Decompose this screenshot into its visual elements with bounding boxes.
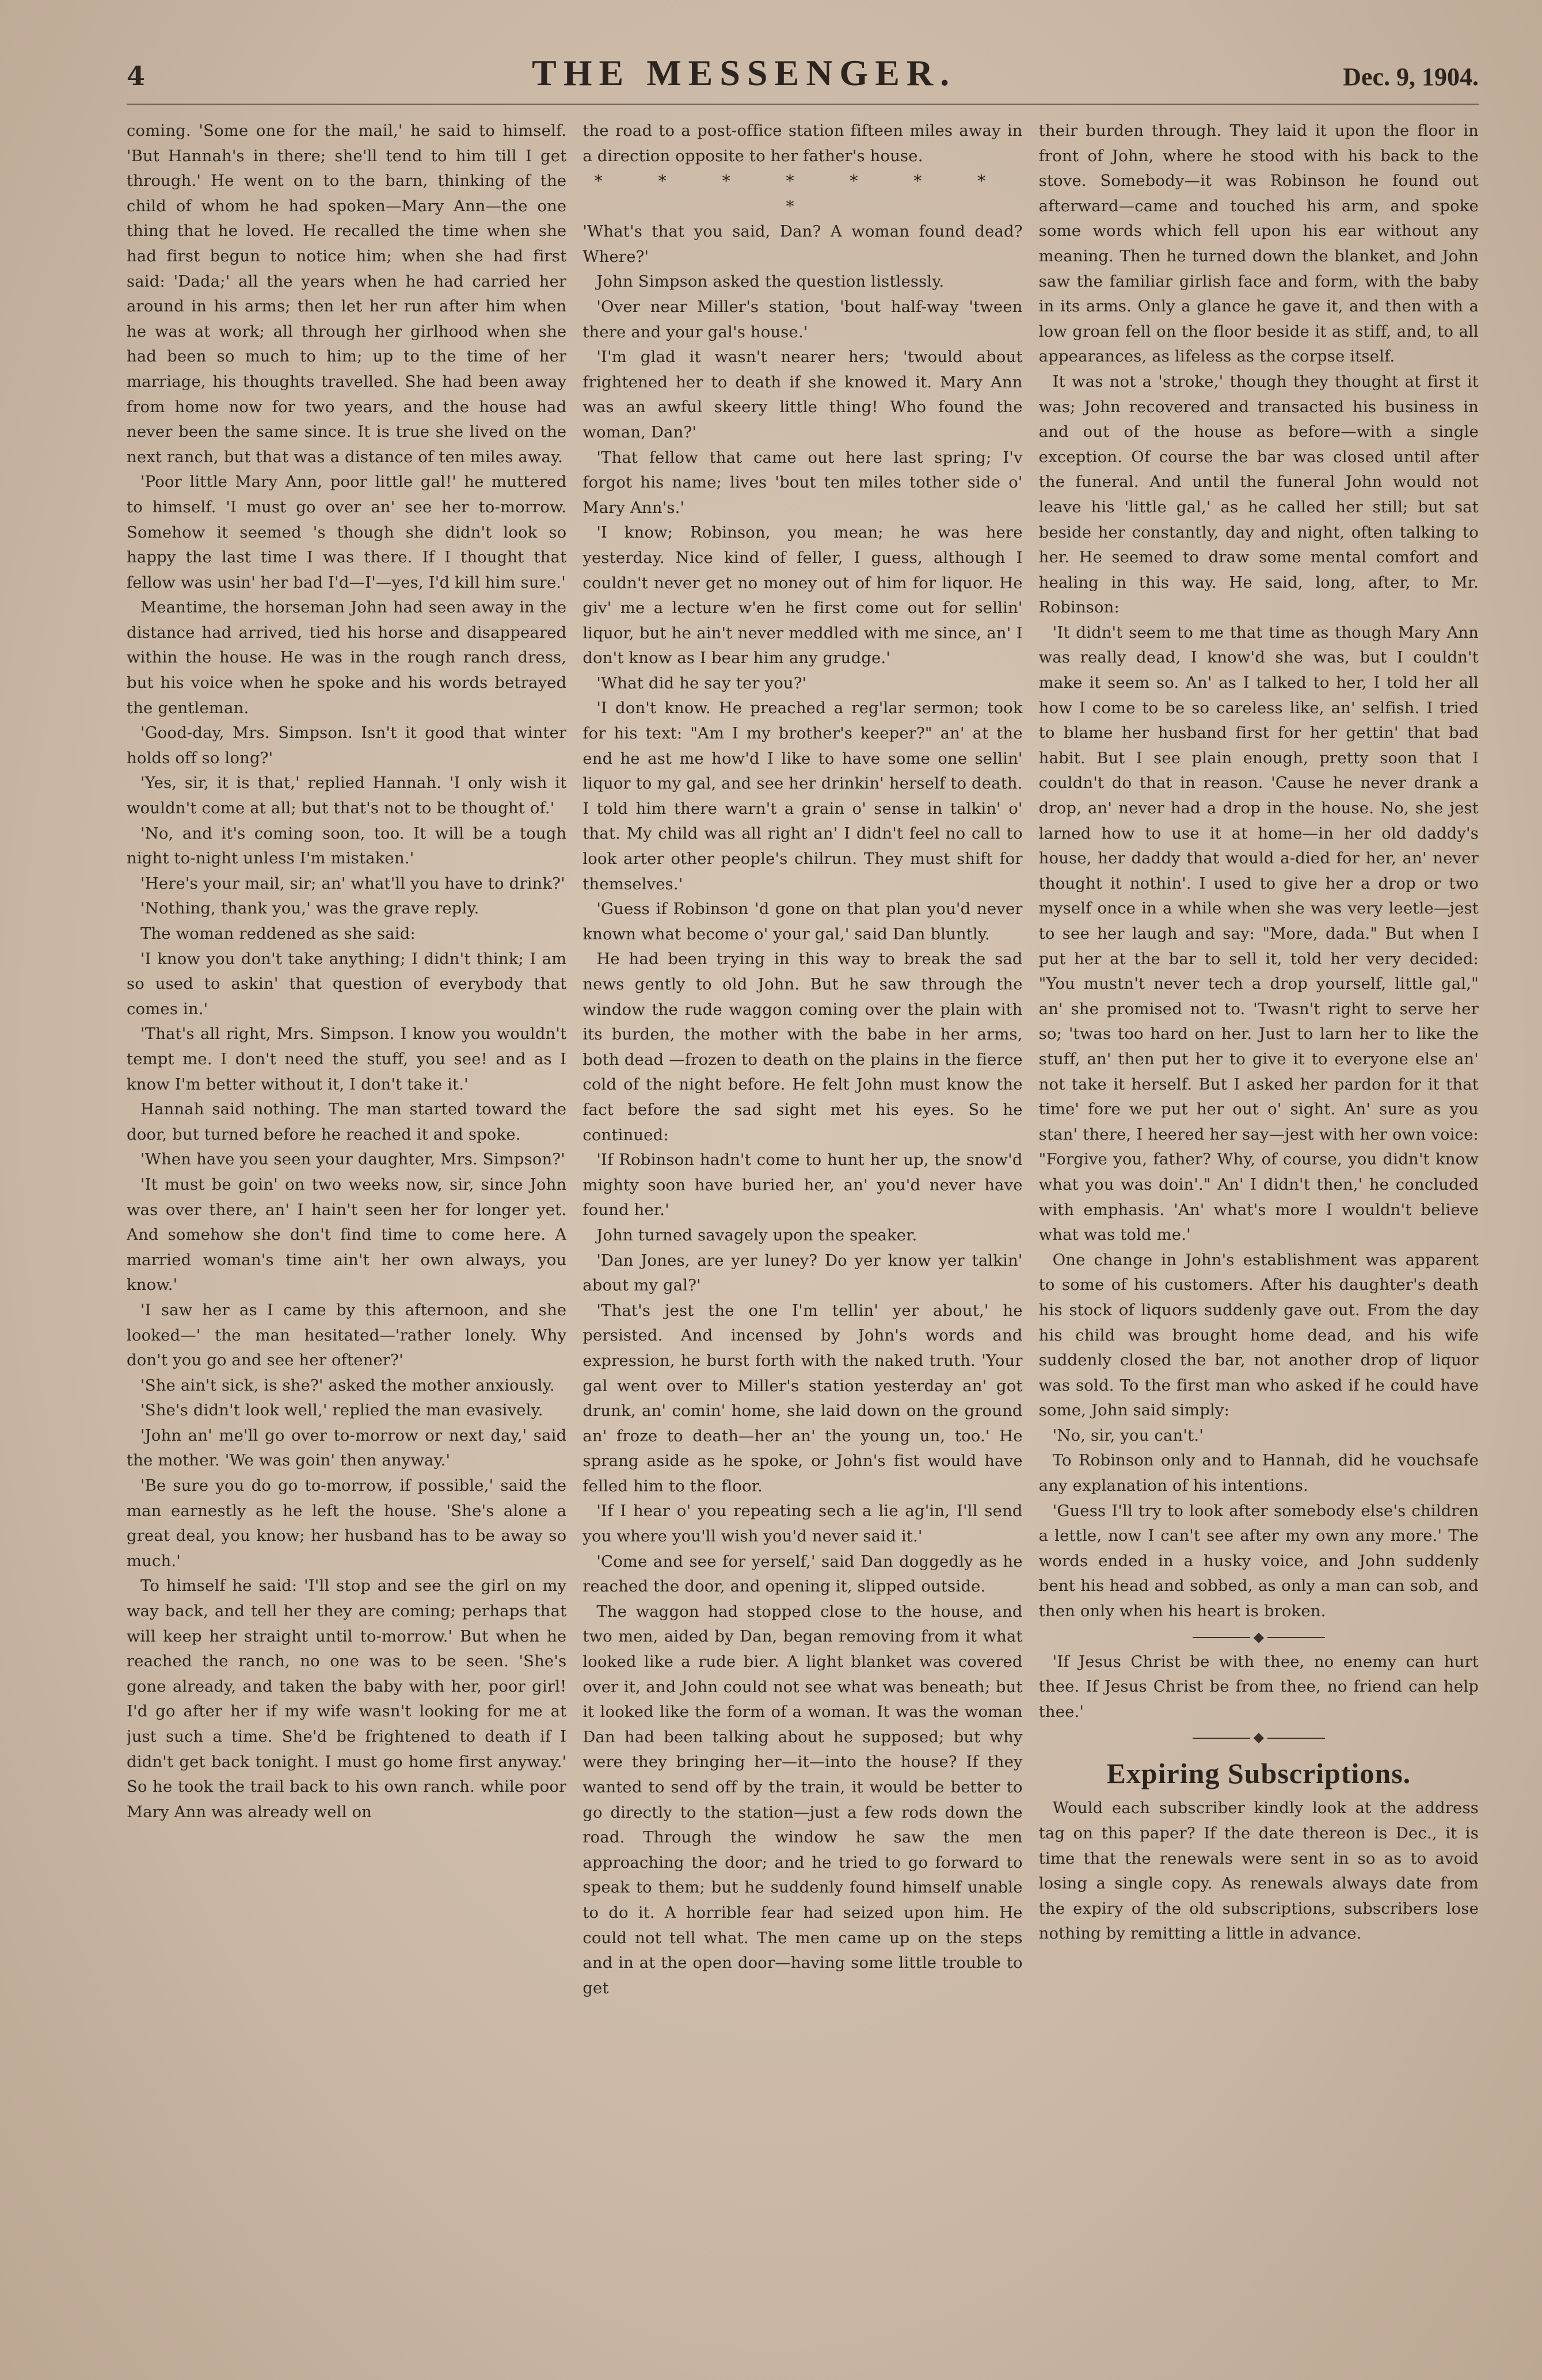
paragraph: It was not a 'stroke,' though they thought at first it was; John recovered and transacted his business in and out of the house as before—with a single exception. Of course the bar was closed until after the funeral. And until the funeral John would not leave his 'little gal,' as he called her still; but sat beside her constantly, day and night, often talking to her. He seemed to draw some mental comfort and healing in this way. He said, long, after, to Mr. Robinson: [1038, 372, 1479, 617]
section-break: * * * * * * * * [594, 172, 1011, 216]
paragraph: One change in John's establishment was apparent to some of his customers. After his daughter's death his stock of liquors suddenly gave out. From the day his child was brought home dead, and his wife suddenly closed the bar, not another drop of liquor was sold. To the first man who asked if he could have some, John said simply: [1038, 1251, 1479, 1420]
paragraph: John turned savagely upon the speaker. [596, 1226, 917, 1244]
paragraph: The woman reddened as she said: [140, 925, 416, 943]
paragraph: 'Be sure you do go to-morrow, if possible,' said the man earnestly as he left the house. 'She's alone a great deal, you know; her husband has to be away so much.' [127, 1477, 567, 1570]
article-columns [127, 119, 1479, 2352]
paragraph: 'Guess I'll try to look after somebody else's children a lettle, now I can't see after my own any more.' The words ended in a husky voice, and John suddenly bent his head and sobbed, as only a man can sob, and then only when his heart is broken. [1038, 1502, 1479, 1621]
paragraph: 'I know; Robinson, you mean; he was here yesterday. Nice kind of feller, I guess, although I couldn't never get no money out of him for liquor. He giv' me a lecture w'en he first come out for sellin' liquor, but he ain't never meddled with me since, an' I don't know as I bear him any grudge.' [582, 524, 1023, 668]
column-2 [582, 119, 1022, 2352]
paragraph: 'Come and see for yerself,' said Dan doggedly as he reached the door, and opening it, slipped outside. [582, 1552, 1023, 1596]
paragraph: John Simpson asked the question listlessly. [596, 273, 945, 291]
paragraph: 'Good-day, Mrs. Simpson. Isn't it good that winter holds off so long?' [127, 724, 567, 767]
page-number: 4 [127, 60, 146, 92]
notice-body: Would each subscriber kindly look at the address tag on this paper? If the date thereon is Dec., it is time that the renewals were sent in so as to avoid losing a single copy. As renewals always date from the expiry of the old subscriptions, subscribers lose nothing by remitting a little in advance. [1038, 1799, 1479, 1943]
paragraph: Hannah said nothing. The man started toward the door, but turned before he reached it and spoke. [127, 1100, 567, 1144]
paragraph: 'Over near Miller's station, 'bout half-way 'tween there and your gal's house.' [582, 298, 1023, 341]
paragraph: 'That's all right, Mrs. Simpson. I know you wouldn't tempt me. I don't need the stuff, you see! and as I know I'm better without it, I don't take it.' [127, 1025, 567, 1094]
paragraph: He had been trying in this way to break the sad news gently to old John. But he saw through the window the rude waggon coming over the plain with its burden, the mother with the babe in her arms, both dead —frozen to death on the plains in the fierce cold of the night before. He felt John must know the fact before the sad sight met his eyes. So he continued: [582, 950, 1023, 1144]
paragraph: 'I know you don't take anything; I didn't think; I am so used to askin' that question of everybody that comes in.' [127, 950, 567, 1018]
paragraph: 'Guess if Robinson 'd gone on that plan you'd never known what become o' your gal,' said Dan bluntly. [582, 900, 1023, 943]
issue-date: Dec. 9, 1904. [1343, 63, 1479, 91]
masthead [127, 52, 1479, 105]
paragraph: 'That's jest the one I'm tellin' yer about,' he persisted. And incensed by John's words and expression, he burst forth with the naked truth. 'Your gal went over to Miller's station yesterday an' got drunk, an' comin' home, she laid down on the ground an' froze to death—her an' the young un, too.' He sprang aside as he spoke, or John's fist would have felled him to the floor. [582, 1301, 1023, 1495]
newspaper-title: THE MESSENGER. [532, 52, 957, 93]
ornamental-rule: ◆ [1039, 1724, 1479, 1750]
scripture-quote: 'If Jesus Christ be with thee, no enemy can hurt thee. If Jesus Christ be from thee, no friend can help thee.' [1038, 1652, 1479, 1721]
paragraph: 'Yes, sir, it is that,' replied Hannah. 'I only wish it wouldn't come at all; but that's not to be thought of.' [127, 774, 567, 818]
paragraph: 'If Robinson hadn't come to hunt her up, the snow'd mighty soon have buried her, an' you'd never have found her.' [582, 1151, 1023, 1220]
paragraph: 'No, and it's coming soon, too. It will be a tough night to-night unless I'm mistaken.' [127, 824, 567, 868]
paragraph: 'It must be goin' on two weeks now, sir, since John was over there, an' I hain't seen her for longer yet. And somehow she don't find time to come here. A married woman's time ain't her own always, you know.' [127, 1175, 567, 1294]
paragraph: 'I'm glad it wasn't nearer hers; 'twould about frightened her to death if she knowed it. Mary Ann was an awful skeery little thing! Who found the woman, Dan?' [582, 348, 1023, 441]
paragraph: 'She's didn't look well,' replied the man evasively. [140, 1402, 543, 1420]
paragraph: 'If I hear o' you repeating sech a lie ag'in, I'll send you where you'll wish you'd never said it.' [582, 1502, 1023, 1546]
paragraph: coming. 'Some one for the mail,' he said to himself. 'But Hannah's in there; she'll tend to him till I get through.' He went on to the barn, thinking of the child of whom he had spoken—Mary Ann—the one thing that he loved. He recalled the time when she had first begun to notice him; when she had first said: 'Dada;' all the years when he had carried her around in his arms; then let her run after him when he was at work; all through her girlhood when she had been so much to him; up to the time of her marriage, his thoughts travelled. She had been away from home now for two years, and the house had never been the same since. It is true she lived on the next ranch, but that was a distance of ten miles away. [127, 122, 567, 466]
paragraph: To himself he said: 'I'll stop and see the girl on my way back, and tell her they are coming; perhaps that will keep her straight until to-morrow.' But when he reached the ranch, no one was to be seen. 'She's gone already, and taken the baby with her, poor girl! I'd go after her if my wife wasn't looking for me at just such a time. She'd be frightened to death if I didn't get back tonight. I must go home first anyway.' So he took the trail back to his own ranch. while poor Mary Ann was already well on [127, 1577, 567, 1821]
paragraph: 'It didn't seem to me that time as though Mary Ann was really dead, I know'd she was, but I couldn't make it seem so. An' as I talked to her, I told her all how I come to be so careless like, an' selfish. I tried to blame her husband first for her gettin' that bad habit. But I see plain enough, pretty soon that I couldn't do that in reason. 'Cause he never drank a drop, an' never had a drop in the house. No, she jest larned how to use it at home—in her old daddy's house, her daddy that would a-died for her, an' never thought it nothin'. I used to give her a drop or two myself once in a while when she was very leetle—jest to see her laugh and say: "More, dada." But when I put her at the bar to sell it, told her very decided: "You mustn't never tech a drop yourself, little gal," an' she promised not to. 'Twasn't right to serve her so; 'twas too hard on her. Just to larn her to like the stuff, an' then put her to give it to everyone else an' not take it herself. But I asked her pardon for it that time' fore we put her out o' sight. An' sure as you stan' there, I heered her say—jest with her own voice: "Forgive you, father? Why, of course, you didn't know what you was doin'." An' I didn't then,' he concluded with emphasis. 'An' what's more I wouldn't believe what was told me.' [1038, 623, 1479, 1244]
paragraph: 'What did he say ter you?' [596, 674, 807, 692]
paragraph: 'Dan Jones, are yer luney? Do yer know yer talkin' about my gal?' [582, 1251, 1023, 1295]
paragraph: their burden through. They laid it upon the floor in front of John, where he stood with his back to the stove. Somebody—it was Robinson he found out afterward—came and touched his arm, and spoke some words which fell upon his ear without any meaning. Then he turned down the blanket, and John saw the familiar girlish face and form, with the baby in its arms. Only a glance he gave it, and then with a low groan fell on the floor beside it as stiff, and, to all appearances, as lifeless as the corpse itself. [1038, 122, 1479, 366]
paragraph: 'I saw her as I came by this afternoon, and she looked—' the man hesitated—'rather lonely. Why don't you go and see her oftener?' [127, 1301, 567, 1370]
paragraph: To Robinson only and to Hannah, did he vouchsafe any explanation of his intentions. [1038, 1452, 1479, 1495]
paragraph: 'I don't know. He preached a reg'lar sermon; took for his text: "Am I my brother's keeper?" an' at the end he ast me how'd I like to have some one sellin' liquor to my gal, and see her drinkin' herself to death. I told him there warn't a grain o' sense in talkin' o' that. My child was all right an' I didn't feel no call to look arter other people's chilrun. They must shift for themselves.' [582, 699, 1023, 893]
notice-heading: Expiring Subscriptions. [1106, 1757, 1411, 1790]
ornamental-rule: ◆ [1039, 1624, 1479, 1650]
paragraph: the road to a post-office station fifteen miles away in a direction opposite to her father's house. [582, 122, 1023, 165]
paragraph: 'John an' me'll go over to-morrow or next day,' said the mother. 'We was goin' then anyway.' [127, 1426, 567, 1470]
column-1 [127, 119, 566, 2352]
paragraph: The waggon had stopped close to the house, and two men, aided by Dan, began removing from it what looked like a rude bier. A light blanket was covered over it, and John could not see what was beneath; but it looked like the form of a woman. It was the woman Dan had been talking about he supposed; but why were they bringing her—it—into the house? If they wanted to send off by the train, it would be better to go directly to the station—just a few rods down the road. Through the window he saw the men approaching the door; and he tried to go forward to speak to them; but he suddenly found himself unable to do it. A horrible fear had seized upon him. He could not tell what. The men came up on the steps and in at the open door—having some little trouble to get [582, 1602, 1023, 1997]
paragraph: 'What's that you said, Dan? A woman found dead? Where?' [582, 223, 1023, 266]
paragraph: 'She ain't sick, is she?' asked the mother anxiously. [140, 1376, 555, 1395]
paragraph: Meantime, the horseman John had seen away in the distance had arrived, tied his horse and disappeared within the house. He was in the rough ranch dress, but his voice when he spoke and his words betrayed the gentleman. [127, 599, 567, 717]
paragraph: 'Nothing, thank you,' was the grave reply. [140, 900, 479, 918]
column-3 [1039, 119, 1479, 2352]
paragraph: 'When have you seen your daughter, Mrs. Simpson?' [140, 1151, 566, 1169]
paragraph: 'No, sir, you can't.' [1052, 1426, 1204, 1445]
paragraph: 'Poor little Mary Ann, poor little gal!' he muttered to himself. 'I must go over an' see her to-morrow. Somehow it seemed 's though she didn't look so happy the last time I was there. If I thought that fellow was usin' her bad I'd—I'—yes, I'd kill him sure.' [127, 473, 567, 592]
paragraph: 'Here's your mail, sir; an' what'll you have to drink?' [140, 874, 565, 893]
paragraph: 'That fellow that came out here last spring; I'v forgot his name; lives 'bout ten miles tother side o' Mary Ann's.' [582, 448, 1023, 517]
